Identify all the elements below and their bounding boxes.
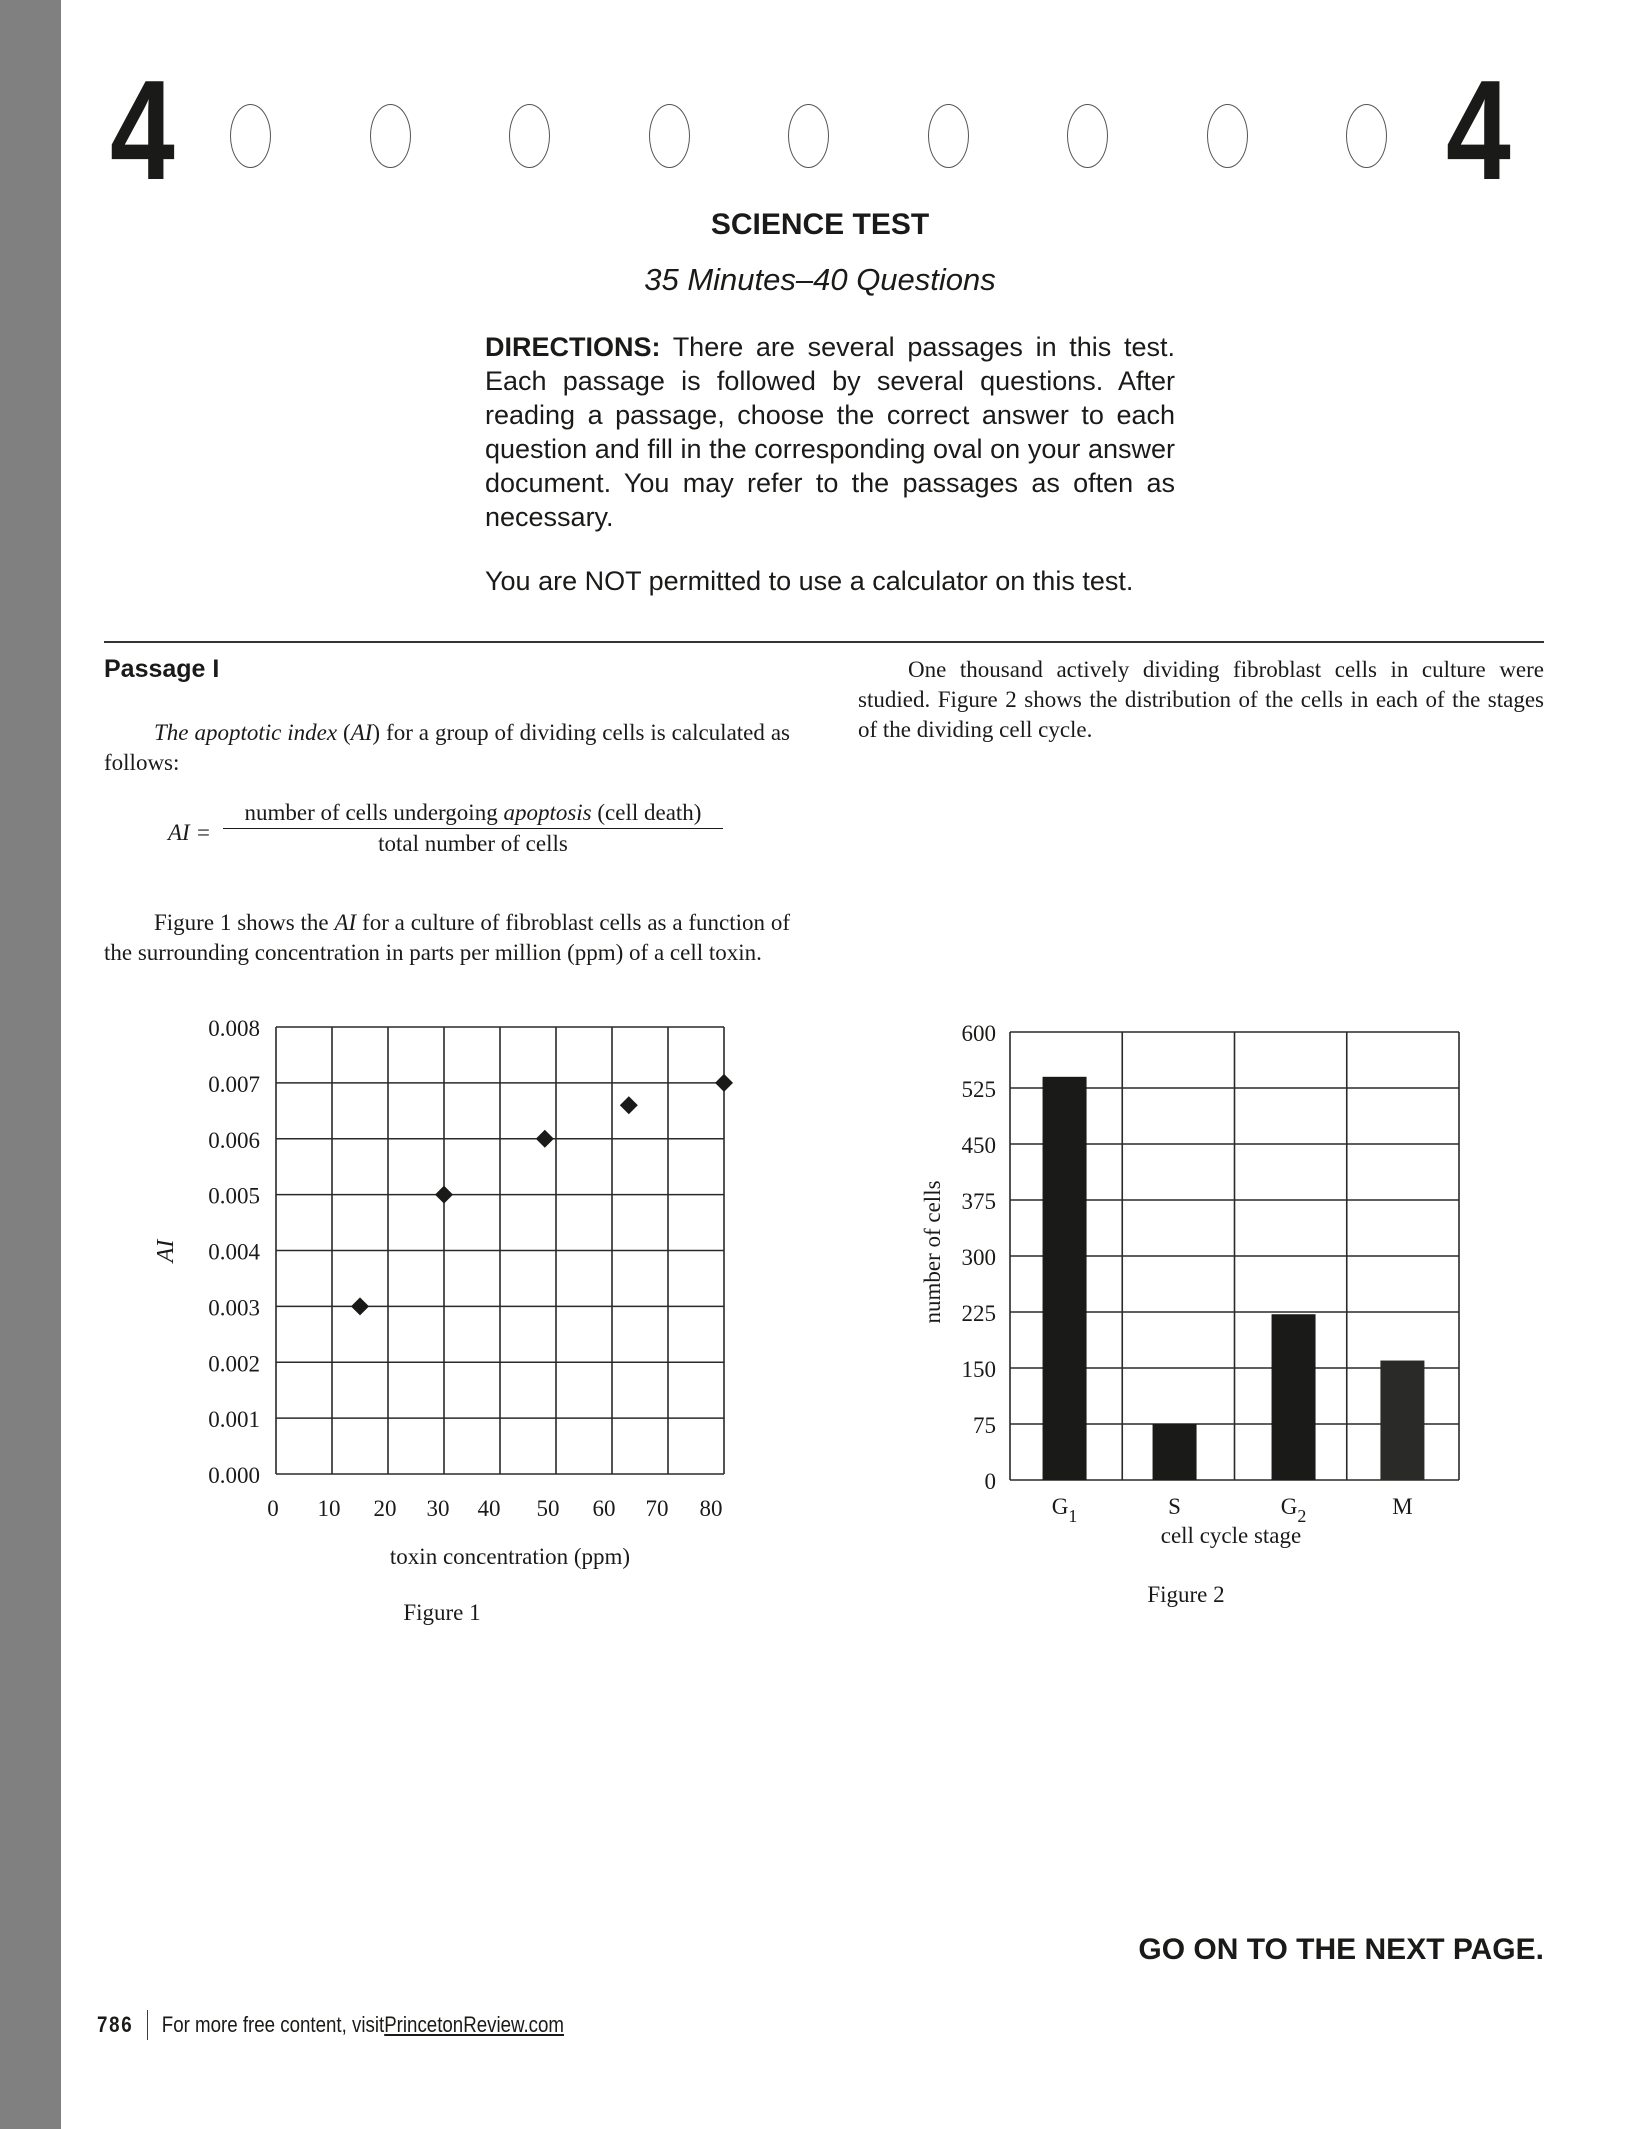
answer-oval	[1207, 104, 1248, 168]
answer-oval	[370, 104, 411, 168]
passage-title: Passage I	[104, 655, 220, 683]
x-tick-label: M	[1392, 1494, 1413, 1519]
section-number-left: 4	[110, 51, 175, 210]
bar-G2	[1272, 1314, 1316, 1480]
directions-text: There are several passages in this test. Each passage is followed by several questions. After reading a passage, choose the correct answer to each question and fill in the corresponding oval on your answer document. You may refer to the passages as often as necessary.	[485, 332, 1175, 532]
y-tick-label: 525	[961, 1077, 996, 1102]
formula-numerator	[223, 800, 723, 829]
passage-paragraph-3: One thousand actively dividing fibroblast cells in culture were studied. Figure 2 shows the distribution of the cells in each of the stages of the dividing cell cycle.	[858, 657, 1544, 742]
y-tick-label: 300	[961, 1245, 996, 1270]
y-tick-label: 0.001	[208, 1407, 260, 1433]
y-tick-label: 0.002	[208, 1351, 260, 1377]
y-tick-label: 600	[961, 1021, 996, 1046]
x-axis-label: cell cycle stage	[1160, 1523, 1302, 1548]
answer-oval	[928, 104, 969, 168]
x-tick-label: 10	[317, 1496, 341, 1521]
x-tick-label: 70	[645, 1496, 669, 1521]
figure-1-scatter-chart	[140, 1010, 780, 1630]
answer-oval	[509, 104, 550, 168]
y-tick-label: 150	[961, 1357, 996, 1382]
answer-oval	[649, 104, 690, 168]
term-apoptotic-index: The apoptotic index	[154, 720, 338, 745]
section-number-right: 4	[1446, 51, 1511, 210]
x-tick-label: 30	[426, 1496, 450, 1521]
figure-caption: Figure 1	[403, 1600, 481, 1625]
y-tick-label: 450	[961, 1133, 996, 1158]
x-tick-label: 80	[699, 1496, 723, 1521]
y-tick-label: 225	[961, 1301, 996, 1326]
y-tick-label: 0.008	[208, 1016, 260, 1041]
y-tick-label: 0.000	[208, 1463, 260, 1488]
section-divider	[104, 641, 1544, 643]
answer-oval	[1346, 104, 1387, 168]
footer-divider	[147, 2010, 148, 2040]
page-edge-sidebar	[0, 0, 61, 2129]
bar-S	[1153, 1424, 1197, 1480]
princeton-review-link[interactable]: PrincetonReview.com	[384, 2012, 565, 2037]
promo-text: For more free content, visit	[161, 2012, 385, 2037]
term-ai: AI	[350, 720, 373, 745]
formula-lhs	[168, 820, 211, 846]
y-axis-label: number of cells	[920, 1180, 945, 1324]
text: (	[337, 720, 351, 745]
page-title: SCIENCE TEST	[710, 208, 930, 241]
answer-oval	[230, 104, 271, 168]
text: number of cells undergoing	[244, 800, 504, 825]
text: Figure 1 shows the	[154, 910, 335, 935]
y-tick-label: 0.005	[208, 1183, 260, 1209]
go-on-next-page: GO ON TO THE NEXT PAGE.	[1138, 1933, 1544, 1966]
y-tick-label: 0	[984, 1469, 996, 1494]
bar-M	[1380, 1361, 1424, 1480]
calculator-note: You are NOT permitted to use a calculator on this test.	[485, 566, 1134, 596]
data-point-diamond	[620, 1096, 638, 1114]
x-tick-label: $G_1$	[1051, 1494, 1078, 1526]
x-tick-label: $G_2$	[1280, 1494, 1307, 1526]
figure-caption: Figure 2	[1147, 1582, 1225, 1607]
x-tick-label: 60	[592, 1496, 616, 1521]
formula-fraction	[223, 800, 723, 857]
x-axis-label: toxin concentration (ppm)	[389, 1544, 631, 1569]
page-subtitle: 35 Minutes–40 Questions	[644, 262, 996, 297]
page-footer	[97, 2010, 564, 2040]
page-number: 786	[97, 2012, 134, 2037]
text: ) for a group of dividing cells is calculated as follows:	[104, 720, 790, 775]
term-ai: AI	[334, 910, 357, 935]
x-tick-label: 40	[477, 1496, 501, 1521]
passage-paragraph-1	[104, 718, 790, 778]
text: for a culture of fibroblast cells as a function of the surrounding concentration in parts per million (ppm) of a cell toxin.	[104, 910, 790, 965]
directions	[485, 330, 1175, 534]
data-point-diamond	[715, 1074, 733, 1092]
answer-oval	[788, 104, 829, 168]
y-tick-label: 0.004	[208, 1239, 260, 1265]
y-tick-label: 0.003	[208, 1295, 260, 1321]
data-point-diamond	[351, 1297, 369, 1315]
text: (cell death)	[591, 800, 702, 825]
directions-label: DIRECTIONS:	[485, 332, 661, 362]
y-tick-label: 375	[961, 1189, 996, 1214]
formula-denominator: total number of cells	[378, 831, 568, 856]
x-tick-label: 0	[267, 1496, 279, 1521]
x-tick-label: S	[1168, 1494, 1181, 1519]
formula-lhs-text: AI =	[168, 820, 211, 845]
data-point-diamond	[536, 1130, 554, 1148]
x-tick-label: 50	[536, 1496, 560, 1521]
figure-2-bar-chart	[900, 1020, 1500, 1640]
data-point-diamond	[435, 1186, 453, 1204]
passage-paragraph-2	[104, 908, 790, 968]
bar-G1	[1043, 1077, 1087, 1480]
term-apoptosis: apoptosis	[503, 800, 592, 825]
x-tick-label: 20	[373, 1496, 397, 1521]
y-tick-label: 0.006	[208, 1127, 260, 1153]
y-axis-label: AI	[153, 1239, 179, 1263]
y-tick-label: 0.007	[208, 1071, 260, 1097]
answer-oval	[1067, 104, 1108, 168]
y-tick-label: 75	[973, 1413, 996, 1438]
